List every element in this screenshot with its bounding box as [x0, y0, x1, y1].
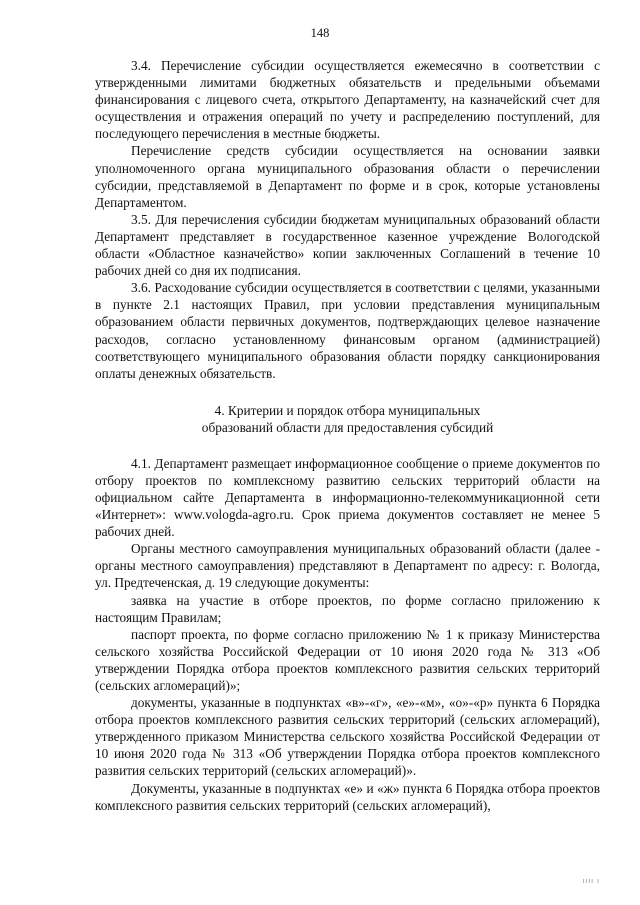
section-heading: [95, 402, 600, 437]
section-heading-line-2: образований области для предоставления субсидий: [201, 420, 494, 436]
paragraph-3-5: 3.5. Для перечисления субсидии бюджетам муниципальных образований области Департамент представляет в государственное казенное учреждение Вологодской области «Областное казначейство» копии заключенных Соглашений в течение 10 рабочих дней со дня их подписания.: [95, 211, 600, 279]
scan-footer-mark: ıııı ı: [582, 878, 600, 885]
paragraph-transfer-basis: Перечисление средств субсидии осуществляется на основании заявки уполномоченного органа муниципального образования области о перечислении субсидии, представляемой в Департамент по форме и в срок, которые установлены Департаментом.: [95, 143, 600, 210]
paragraph-project-passport: паспорт проекта, по форме согласно приложению № 1 к приказу Министерства сельского хозяйства Российской Федерации от 10 июня 2020 года № 313 «Об утверждении Порядка отбора проектов комплексного развития сельских территорий (сельских агломераций)»;: [95, 626, 600, 693]
page-number: 148: [310, 26, 330, 40]
paragraph-local-authorities: Органы местного самоуправления муниципальных образований области (далее - органы местного самоуправления) представляют в Департамент по адресу: г. Вологда, ул. Предтеченская, д. 19 следующие документы:: [95, 541, 600, 591]
document-body: [95, 57, 600, 814]
paragraph-3-6: 3.6. Расходование субсидии осуществляется в соответствии с целями, указанными в пункте 2.1 настоящих Правил, при условии представления муниципальным образованием области первичных документов, подтверждающих целевое назначение расходов, согласно установленному финансовым органом (администрацией) соответствующего муниципального образования области порядку санкционирования оплаты денежных обязательств.: [95, 280, 600, 381]
paragraph-documents-e-zh: Документы, указанные в подпунктах «е» и «ж» пункта 6 Порядка отбора проектов комплексного развития сельских территорий (сельских агломераций),: [95, 780, 600, 813]
paragraph-3-4: 3.4. Перечисление субсидии осуществляется ежемесячно в соответствии с утвержденными лимитами бюджетных обязательств и предельными объемами финансирования с лицевого счета, открытого Департаменту, на казначейский счет для осуществления и отражения операций по учету и распределению поступлений, для последующего перечисления в местные бюджеты.: [95, 58, 600, 142]
paragraph-4-1: 4.1. Департамент размещает информационное сообщение о приеме документов по отбору проектов по комплексному развитию сельских территорий области на официальном сайте Департамента в информационно-телекоммуникационной сети «Интернет»: www.vologda-agro.ru. Срок приема документов составляет не менее 5 рабочих дней.: [95, 455, 600, 540]
section-heading-line-1: 4. Критерии и порядок отбора муниципальных: [214, 402, 481, 418]
paragraph-documents-list: документы, указанные в подпунктах «в»-«г», «е»-«м», «о»-«р» пункта 6 Порядка отбора проектов комплексного развития сельских территорий (сельских агломераций), утвержденного приказом Министерства сельского хозяйства Российской Федерации от 10 июня 2020 года № 313 «Об утверждении Порядка отбора проектов комплексного развития сельских территорий (сельских агломераций)».: [95, 695, 600, 779]
paragraph-application: заявка на участие в отборе проектов, по форме согласно приложению к настоящим Правилам;: [95, 592, 600, 625]
